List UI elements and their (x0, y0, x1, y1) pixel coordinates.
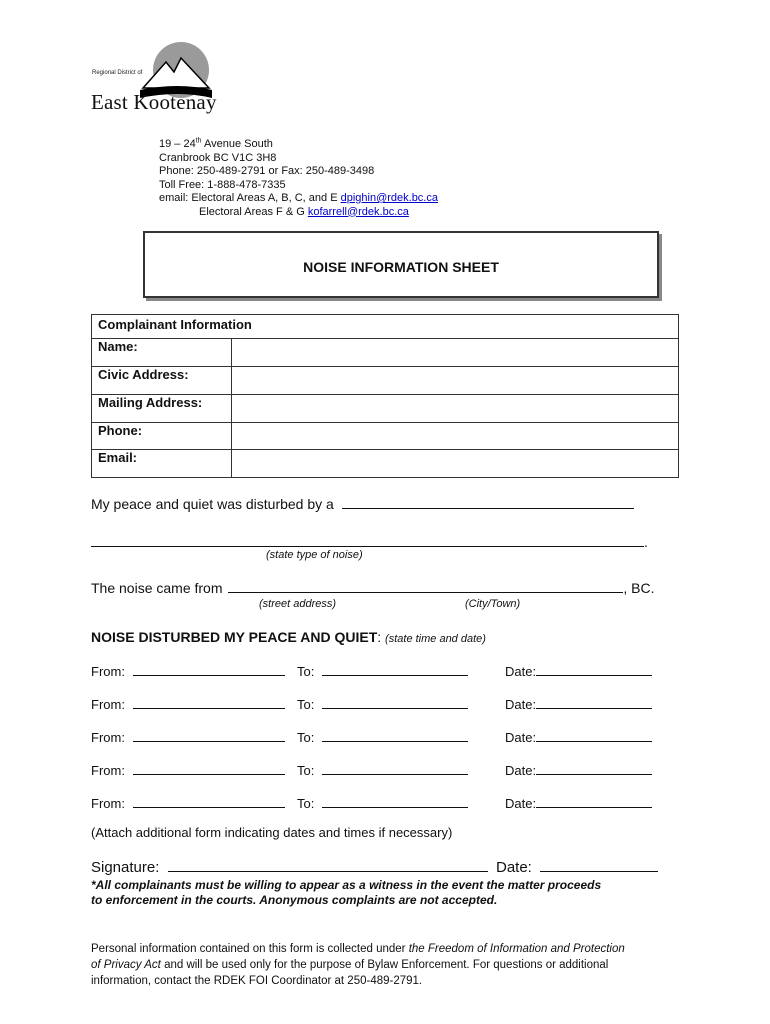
name-label: Name: (92, 339, 232, 367)
date-label: Date: (505, 664, 537, 679)
date-field-3[interactable] (536, 729, 652, 742)
from-label: From: (91, 763, 125, 778)
email-line-2: Electoral Areas F & G kofarrell@rdek.bc.ca (199, 205, 409, 218)
source-line (91, 580, 655, 596)
complainant-header: Complainant Information (92, 315, 679, 339)
email-link-1[interactable]: dpighin@rdek.bc.ca (340, 192, 438, 204)
street-line: 19 – 24th Avenue South (159, 137, 273, 150)
from-field-4[interactable] (133, 762, 285, 775)
signature-line (91, 859, 488, 876)
signature-label: Signature: (91, 859, 160, 876)
signature-field[interactable] (168, 859, 488, 872)
times-heading-colon: : (377, 629, 382, 645)
complainant-table (91, 314, 679, 478)
city-line: Cranbrook BC V1C 3H8 (159, 151, 277, 164)
source-suffix: , BC. (623, 580, 655, 596)
date-label: Date: (505, 730, 537, 745)
times-heading: NOISE DISTURBED MY PEACE AND QUIET (91, 629, 378, 645)
to-field-4[interactable] (322, 762, 468, 775)
civic-address-label: Civic Address: (92, 367, 232, 395)
to-field-1[interactable] (322, 663, 468, 676)
to-label: To: (297, 664, 315, 679)
from-label: From: (91, 664, 125, 679)
signature-date-line (496, 859, 658, 876)
logo-name: East Kootenay (91, 90, 217, 114)
noise-type-hint: (state type of noise) (266, 549, 363, 561)
phone-label: Phone: (92, 423, 232, 450)
to-label: To: (297, 730, 315, 745)
witness-note (91, 878, 601, 908)
date-field-4[interactable] (536, 762, 652, 775)
from-field-2[interactable] (133, 696, 285, 709)
from-field-1[interactable] (133, 663, 285, 676)
rdek-logo (88, 40, 218, 115)
signature-date-field[interactable] (540, 859, 658, 872)
email-link-2[interactable]: kofarrell@rdek.bc.ca (307, 205, 409, 218)
to-group-4 (297, 762, 468, 778)
to-group-2 (297, 696, 468, 712)
title-box (143, 231, 659, 298)
date-group-4 (505, 762, 652, 778)
email-label: Email: (92, 450, 232, 478)
to-group-5 (297, 795, 468, 811)
disturbed-line (91, 496, 634, 512)
from-group-5 (91, 795, 285, 811)
from-group-3 (91, 729, 285, 745)
address-block (159, 138, 438, 219)
date-label: Date: (505, 697, 537, 712)
logo-top-text: Regional District of (92, 70, 143, 76)
disturbed-period: . (644, 534, 648, 550)
street-hint: (street address) (259, 598, 337, 610)
to-label: To: (297, 697, 315, 712)
city-hint: (City/Town) (465, 598, 521, 610)
civic-address-field[interactable] (232, 367, 679, 395)
email-line-1: email: Electoral Areas A, B, C, and E dpighin@rdek.bc.ca (159, 192, 438, 204)
to-label: To: (297, 796, 315, 811)
to-group-3 (297, 729, 468, 745)
witness-note-line-2: to enforcement in the courts. Anonymous complaints are not accepted. (91, 893, 498, 907)
from-label: From: (91, 697, 125, 712)
from-field-5[interactable] (133, 795, 285, 808)
disturbed-line-2 (91, 534, 648, 550)
date-group-5 (505, 795, 652, 811)
date-group-3 (505, 729, 652, 745)
disturbed-prefix: My peace and quiet was disturbed by a (91, 496, 334, 512)
to-field-3[interactable] (322, 729, 468, 742)
noise-type-field-2[interactable] (91, 534, 644, 547)
from-group-4 (91, 762, 285, 778)
tollfree-line: Toll Free: 1-888-478-7335 (159, 178, 286, 191)
date-field-5[interactable] (536, 795, 652, 808)
noise-type-field-1[interactable] (342, 496, 634, 509)
privacy-line-3: information, contact the RDEK FOI Coordinator at 250-489-2791. (91, 975, 423, 987)
from-group-1 (91, 663, 285, 679)
times-heading-line (91, 629, 486, 645)
phone-field[interactable] (232, 423, 679, 450)
page-title: NOISE INFORMATION SHEET (303, 259, 499, 275)
phone-line: Phone: 250-489-2791 or Fax: 250-489-3498 (159, 165, 375, 177)
date-group-1 (505, 663, 652, 679)
date-field-2[interactable] (536, 696, 652, 709)
times-hint: (state time and date) (385, 633, 486, 645)
to-field-5[interactable] (322, 795, 468, 808)
mailing-address-field[interactable] (232, 395, 679, 423)
mailing-address-label: Mailing Address: (92, 395, 232, 423)
privacy-line-1: Personal information contained on this form is collected under the Freedom of Information and Protection (91, 943, 625, 955)
witness-note-line-1: *All complainants must be willing to appear as a witness in the event the matter proceeds (91, 878, 602, 892)
date-label: Date: (505, 796, 537, 811)
from-label: From: (91, 730, 125, 745)
name-field[interactable] (232, 339, 679, 367)
from-label: From: (91, 796, 125, 811)
privacy-notice (91, 941, 681, 989)
source-prefix: The noise came from (91, 580, 223, 596)
attach-note: (Attach additional form indicating dates and times if necessary) (91, 825, 453, 840)
date-label: Date: (505, 763, 537, 778)
from-group-2 (91, 696, 285, 712)
to-group-1 (297, 663, 468, 679)
from-field-3[interactable] (133, 729, 285, 742)
date-group-2 (505, 696, 652, 712)
noise-source-field[interactable] (228, 580, 623, 593)
privacy-line-2: of Privacy Act and will be used only for the purpose of Bylaw Enforcement. For questions or additional (91, 959, 609, 971)
email-field[interactable] (232, 450, 679, 478)
signature-date-label: Date: (496, 859, 532, 876)
to-label: To: (297, 763, 315, 778)
to-field-2[interactable] (322, 696, 468, 709)
date-field-1[interactable] (536, 663, 652, 676)
